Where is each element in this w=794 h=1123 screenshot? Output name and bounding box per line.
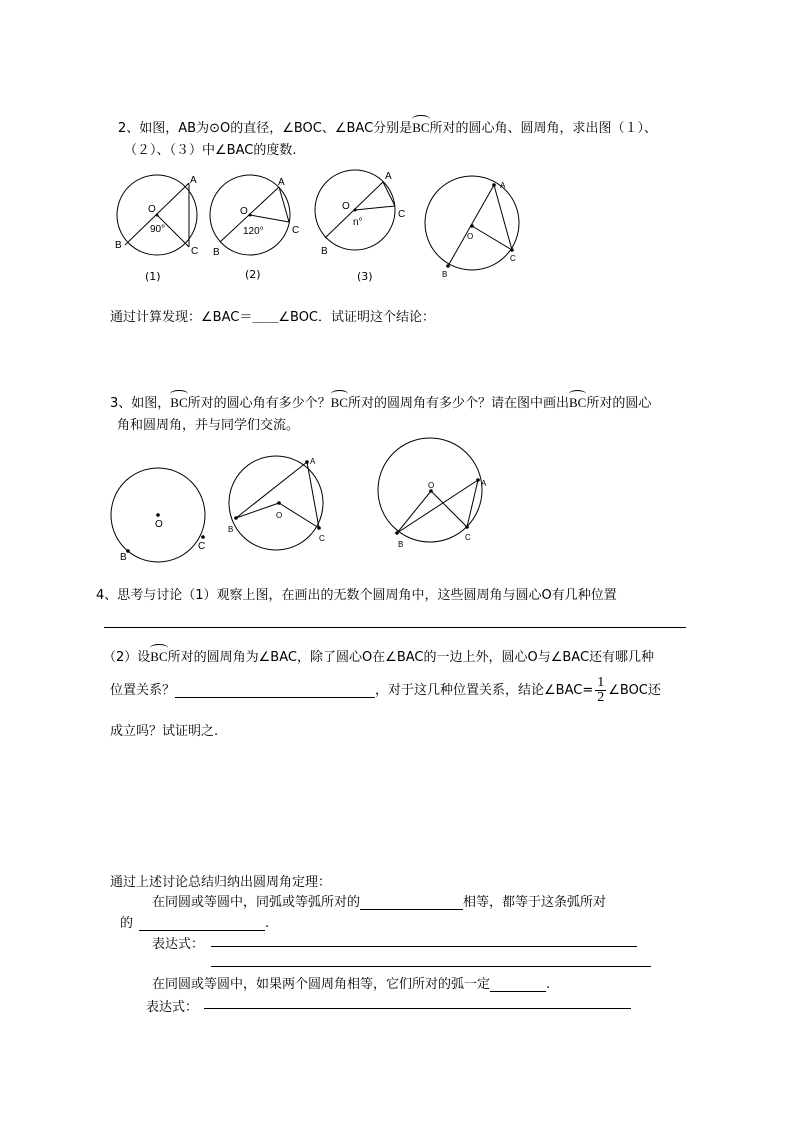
summary-s3-b: .	[546, 977, 551, 992]
figure-5-label-b: B	[120, 552, 127, 563]
summary-blank-1[interactable]	[360, 895, 463, 910]
finding-blank[interactable]: ＿＿	[252, 310, 279, 325]
figure-2-angle: 120°	[243, 226, 264, 237]
summary-expr-2	[146, 996, 198, 1015]
figure-6-chord-ab	[236, 462, 307, 518]
q4-text-b: 所对的圆周角为∠BAC，除了圆心O在∠BAC的一边上外，圆心O与∠BAC还有哪几种	[167, 650, 655, 665]
figure-5-label-o: O	[155, 519, 163, 530]
q4-line-3	[110, 674, 661, 708]
figure-3-caption: (3)	[357, 270, 373, 283]
figure-3-label-o: O	[342, 201, 350, 212]
expr-label-2: 表达式：	[146, 1000, 199, 1015]
figure-4-label-b: B	[442, 270, 448, 279]
figure-4-point-b	[446, 264, 450, 268]
figure-7-point-b	[395, 531, 399, 535]
figure-7-point-a	[476, 478, 480, 482]
figure-1-angle: 90°	[150, 224, 166, 235]
expr-line-1b[interactable]	[211, 966, 651, 967]
q4-line-2	[103, 646, 654, 665]
figure-4-center	[470, 224, 474, 228]
figure-2-caption: (2)	[245, 268, 261, 281]
fraction-one-half	[595, 676, 606, 705]
figure-7-radius-oc	[431, 491, 467, 527]
q4-line-1: 4、思考与讨论（1）观察上图，在画出的无数个圆周角中，这些圆周角与圆心O有几种位置	[96, 588, 617, 603]
summary-blank-3[interactable]	[490, 977, 546, 992]
figure-5-point-b	[126, 549, 130, 553]
q2-line-1	[118, 117, 657, 136]
q3-text-a: 3、如图，	[110, 396, 171, 411]
q3-text-d: 所对的圆心	[586, 396, 652, 411]
q2-finding	[110, 306, 435, 325]
figure-4-label-c: C	[510, 254, 516, 263]
summary-line-1	[152, 891, 606, 910]
q2-text-a: 2、如图，AB为⊙O的直径，∠BOC、∠BAC分别是	[118, 121, 413, 136]
expr-line-1a[interactable]	[211, 946, 637, 947]
figure-2-chord-ac	[279, 187, 289, 222]
figure-2-label-a: A	[278, 177, 285, 188]
q3-text-b: 所对的圆心角有多少个？	[187, 396, 331, 411]
figure-7-label-c: C	[465, 533, 471, 542]
figure-3	[310, 165, 410, 255]
figure-1-center	[156, 214, 159, 217]
q4-answer-blank[interactable]	[175, 683, 375, 698]
summary-s3-a: 在同圆或等圆中，如果两个圆周角相等，它们所对的弧一定	[152, 977, 491, 992]
figure-6	[226, 454, 336, 559]
summary-s2-b: .	[265, 916, 270, 931]
figure-4	[425, 178, 535, 278]
figure-6-radius-ob	[236, 503, 279, 518]
figure-7-label-a: A	[481, 479, 487, 488]
figure-3-radius-oc	[355, 206, 395, 210]
figure-5	[110, 467, 220, 577]
summary-expr-1	[152, 933, 204, 952]
figure-6-label-a: A	[310, 457, 316, 466]
figure-3-center	[354, 209, 357, 212]
summary-s2-a: 的	[120, 916, 134, 931]
figure-2	[205, 170, 305, 260]
figure-6-radius-oc	[279, 503, 319, 528]
figure-6-point-a	[305, 460, 309, 464]
figure-3-label-c: C	[398, 209, 406, 220]
q3-line-1	[110, 392, 651, 411]
figure-1-label-o: O	[148, 204, 156, 215]
q4-text-d: ，对于这几种位置关系，结论∠BAC=	[375, 683, 594, 698]
figure-5-point-c	[201, 535, 205, 539]
figure-3-label-a: A	[385, 171, 392, 182]
arc-bc: BC	[569, 395, 587, 410]
figure-1-label-a: A	[190, 175, 197, 186]
figure-7-radius-ob	[397, 491, 431, 533]
figure-7-chord-ab	[397, 480, 478, 533]
figure-5-center	[156, 513, 160, 517]
arc-bc: BC	[170, 395, 188, 410]
arc-bc: BC	[412, 120, 430, 135]
figure-7-point-c	[465, 525, 469, 529]
arc-bc: BC	[330, 395, 348, 410]
figure-7	[375, 440, 495, 550]
q4-text-a: （2）设	[103, 650, 151, 665]
figure-4-label-o: O	[467, 232, 474, 241]
expr-line-2[interactable]	[204, 1008, 631, 1009]
figure-2-label-b: B	[213, 247, 220, 258]
q4-text-e: ∠BOC还	[608, 683, 661, 698]
figure-6-point-c	[317, 526, 321, 530]
q2-line-2: （２）、（３）中∠BAC的度数.	[124, 143, 297, 158]
finding-text-a: 通过计算发现：∠BAC＝	[110, 310, 253, 325]
q3-text-c: 所对的圆周角有多少个？请在图中画出	[347, 396, 569, 411]
finding-text-b: ∠BOC．试证明这个结论：	[278, 310, 435, 325]
figure-3-angle: n°	[353, 217, 363, 228]
arc-bc: BC	[150, 649, 168, 664]
figure-1-label-c: C	[191, 246, 199, 257]
figure-6-label-o: O	[276, 511, 283, 520]
summary-line-3	[152, 973, 550, 992]
figure-4-point-a	[492, 183, 496, 187]
summary-s1-a: 在同圆或等圆中，同弧或等弧所对的	[152, 895, 361, 910]
figure-7-label-o: O	[428, 481, 435, 490]
expr-label-1: 表达式：	[152, 937, 205, 952]
fraction-numerator: 1	[597, 675, 605, 690]
figure-2-radius-oc	[250, 215, 289, 222]
summary-s1-b: 相等，都等于这条弧所对	[463, 895, 607, 910]
figure-2-center	[249, 214, 252, 217]
figure-2-label-c: C	[292, 225, 300, 236]
fraction-denominator: 2	[597, 690, 605, 705]
figure-6-center	[277, 501, 281, 505]
figure-6-point-b	[234, 516, 238, 520]
q3-line-2: 角和圆周角，并与同学们交流。	[117, 418, 300, 433]
q4-line-4: 成立吗？试证明之.	[110, 724, 219, 739]
figure-7-label-b: B	[398, 540, 404, 549]
figure-6-label-b: B	[228, 525, 234, 534]
figure-1	[110, 170, 210, 260]
figure-6-label-c: C	[319, 534, 325, 543]
q4-text-c: 位置关系？	[110, 683, 176, 698]
summary-blank-2[interactable]	[139, 916, 265, 931]
q4-answer-line-1[interactable]	[104, 627, 686, 628]
figure-2-label-o: O	[240, 206, 248, 217]
figure-1-caption: (1)	[145, 270, 161, 283]
figure-4-point-c	[510, 248, 514, 252]
figure-3-label-b: B	[321, 246, 328, 257]
q2-text-b: 所对的圆心角、圆周角，求出图（１）、	[429, 121, 658, 136]
figure-6-chord-ac	[307, 462, 319, 528]
summary-line-2	[120, 912, 269, 931]
summary-intro: 通过上述讨论总结归纳出圆周角定理：	[110, 875, 332, 890]
figure-3-chord-ac	[383, 182, 395, 206]
figure-1-label-b: B	[115, 240, 122, 251]
figure-5-label-c: C	[198, 541, 206, 552]
figure-4-label-a: A	[500, 181, 506, 190]
